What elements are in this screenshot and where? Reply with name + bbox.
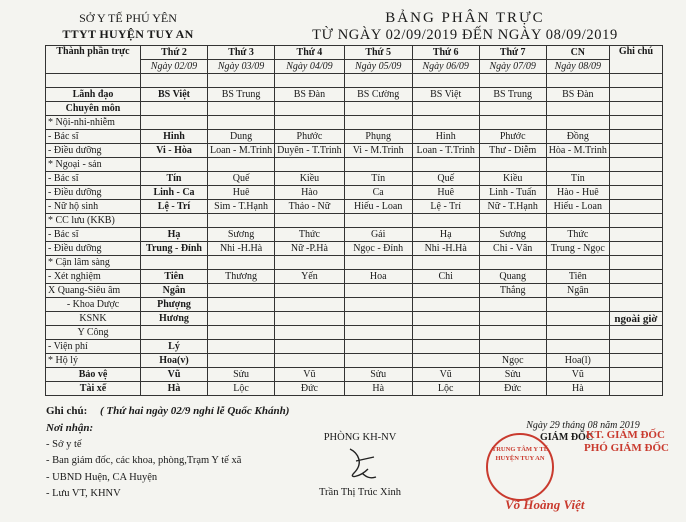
duty-cell: Quang (479, 270, 546, 284)
duty-cell: Lý (141, 340, 208, 354)
duty-cell (141, 158, 208, 172)
duty-cell (479, 158, 546, 172)
note-cell (609, 186, 662, 200)
duty-cell (412, 116, 479, 130)
duty-cell: Kiều (479, 172, 546, 186)
empty-cell (208, 74, 275, 88)
duty-cell (479, 214, 546, 228)
duty-cell: Ca (344, 186, 412, 200)
duty-cell: Kiều (275, 172, 345, 186)
table-row (46, 270, 663, 284)
duty-cell: BS Đàn (546, 88, 609, 102)
duty-cell (546, 326, 609, 340)
duty-cell (479, 340, 546, 354)
duty-cell: Hào - Huê (546, 186, 609, 200)
col-header-day: Thứ 2 (141, 46, 208, 60)
duty-cell (208, 102, 275, 116)
table-row (46, 312, 663, 326)
duty-cell: Sương (208, 228, 275, 242)
note-cell (609, 158, 662, 172)
duty-cell (141, 326, 208, 340)
duty-cell (208, 116, 275, 130)
duty-cell: Hương (141, 312, 208, 326)
duty-cell (479, 116, 546, 130)
duty-cell (412, 354, 479, 368)
duty-cell: Vũ (141, 368, 208, 382)
duty-cell: Nữ - T.Hạnh (479, 200, 546, 214)
duty-cell: Nhi -H.Hà (412, 242, 479, 256)
duty-cell: Lệ - Trí (412, 200, 479, 214)
duty-cell: Hòa - M.Trinh (546, 144, 609, 158)
table-row (46, 354, 663, 368)
note-cell (609, 382, 662, 396)
duty-cell: Sửu (479, 368, 546, 382)
document-title (255, 10, 675, 44)
director-title: GIÁM ĐỐC (540, 432, 594, 443)
note-cell (609, 130, 662, 144)
empty-cell (275, 74, 345, 88)
handwritten-signature (300, 443, 420, 487)
duty-cell: Thảo - Nữ (275, 200, 345, 214)
note-cell (609, 368, 662, 382)
duty-cell (344, 158, 412, 172)
duty-cell: Nhi -H.Hà (208, 242, 275, 256)
duty-cell (479, 256, 546, 270)
row-label: X Quang-Siêu âm (46, 284, 141, 298)
note-cell (609, 256, 662, 270)
duty-cell: Sương (479, 228, 546, 242)
duty-cell (546, 340, 609, 354)
duty-cell: Hạ (141, 228, 208, 242)
table-row (46, 88, 663, 102)
duty-cell (275, 102, 345, 116)
duty-cell: Trung - Ngọc (546, 242, 609, 256)
duty-cell: Nữ -P.Hà (275, 242, 345, 256)
header-row (46, 46, 663, 60)
duty-cell: Hà (141, 382, 208, 396)
duty-cell: BS Việt (141, 88, 208, 102)
duty-cell (546, 298, 609, 312)
note-cell (609, 88, 662, 102)
duty-cell (275, 116, 345, 130)
duty-cell: Lộc (412, 382, 479, 396)
row-label: KSNK (46, 312, 141, 326)
duty-cell (141, 116, 208, 130)
duty-cell: Huê (208, 186, 275, 200)
row-label: Chuyên môn (46, 102, 141, 116)
row-label: - Bác sĩ (46, 228, 141, 242)
dept-name: PHÒNG KH-NV (323, 432, 397, 443)
duty-schedule-table (45, 45, 663, 396)
duty-cell: Hào (275, 186, 345, 200)
svg-text:KT. GIÁM ĐỐC: KT. GIÁM ĐỐC (586, 429, 665, 441)
table-row (46, 200, 663, 214)
note-cell (609, 214, 662, 228)
dept-signer-name: Trần Thị Trúc Xinh (319, 487, 401, 498)
row-label: - Bác sĩ (46, 130, 141, 144)
duty-cell (208, 326, 275, 340)
duty-cell (275, 214, 345, 228)
duty-cell: BS Trung (479, 88, 546, 102)
empty-cell (412, 74, 479, 88)
row-label: - Xét nghiệm (46, 270, 141, 284)
duty-cell: Ngọc (479, 354, 546, 368)
official-seal (486, 433, 554, 501)
note-cell (609, 144, 662, 158)
row-label: Tài xế (46, 382, 141, 396)
duty-cell (275, 340, 345, 354)
duty-cell: Đồng (546, 130, 609, 144)
row-label: Bảo vệ (46, 368, 141, 382)
duty-cell: Thắng (479, 284, 546, 298)
duty-cell (275, 298, 345, 312)
duty-cell: Tiên (141, 270, 208, 284)
duty-cell (344, 256, 412, 270)
col-header-day: Thứ 5 (344, 46, 412, 60)
duty-cell (344, 326, 412, 340)
row-label: - Điều dưỡng (46, 186, 141, 200)
duty-cell: Vi - Hòa (141, 144, 208, 158)
duty-cell (344, 312, 412, 326)
duty-cell: Vũ (275, 368, 345, 382)
duty-cell: Tín (141, 172, 208, 186)
duty-cell (412, 214, 479, 228)
duty-cell: Linh - Tuấn (479, 186, 546, 200)
table-row (46, 326, 663, 340)
table-row (46, 340, 663, 354)
duty-cell: BS Trung (208, 88, 275, 102)
title-line-2: TỪ NGÀY 02/09/2019 ĐẾN NGÀY 08/09/2019 (312, 27, 618, 43)
note-cell (609, 298, 662, 312)
duty-cell (479, 312, 546, 326)
row-label: * Ngoại - sản (46, 158, 141, 172)
col-header-date: Ngày 03/09 (208, 60, 275, 74)
duty-cell: Phượng (141, 298, 208, 312)
duty-cell: Hà (546, 382, 609, 396)
duty-cell (479, 102, 546, 116)
duty-cell (344, 102, 412, 116)
col-header-day: Thứ 7 (479, 46, 546, 60)
duty-cell: Đức (275, 382, 345, 396)
duty-cell (412, 298, 479, 312)
duty-cell: Hinh (412, 130, 479, 144)
duty-cell: Vũ (546, 368, 609, 382)
spacer-row (46, 74, 663, 88)
note-cell (609, 116, 662, 130)
table-row (46, 214, 663, 228)
duty-cell: Tín (344, 172, 412, 186)
note-cell (609, 270, 662, 284)
duty-cell (546, 312, 609, 326)
recipient-item: - UBND Huện, CA Huyện (46, 471, 158, 483)
duty-cell (275, 256, 345, 270)
duty-cell: Đức (479, 382, 546, 396)
duty-cell: Sửu (208, 368, 275, 382)
duty-cell (412, 102, 479, 116)
recipient-item: - Sở y tế (46, 438, 82, 450)
duty-cell (208, 256, 275, 270)
col-header-day: CN (546, 46, 609, 60)
recipients-block (46, 420, 241, 503)
row-label: - Bác sĩ (46, 172, 141, 186)
duty-cell: Phước (275, 130, 345, 144)
duty-cell (546, 214, 609, 228)
footnote (46, 405, 289, 417)
empty-cell (479, 74, 546, 88)
org-line-1: SỞ Y TẾ PHÚ YÊN (79, 11, 177, 25)
duty-cell: Lệ - Trí (141, 200, 208, 214)
duty-cell: Quế (208, 172, 275, 186)
row-label: - Khoa Dược (46, 298, 141, 312)
duty-cell (208, 298, 275, 312)
duty-cell: Sửu (344, 368, 412, 382)
duty-cell: Loan - M.Trinh (208, 144, 275, 158)
note-cell: ngoài giờ (609, 312, 662, 326)
duty-cell: Hiếu - Loan (546, 200, 609, 214)
duty-cell: Hiếu - Loan (344, 200, 412, 214)
duty-cell (141, 214, 208, 228)
signer-name: Võ Hoàng Việt (505, 497, 585, 512)
note-cell (609, 102, 662, 116)
table-row (46, 158, 663, 172)
note-cell (609, 228, 662, 242)
col-header-day: Thứ 4 (275, 46, 345, 60)
row-label: * CC lưu (KKB) (46, 214, 141, 228)
duty-cell: Dung (208, 130, 275, 144)
note-cell (609, 354, 662, 368)
duty-cell: Hạ (412, 228, 479, 242)
recipient-item: - Lưu VT, KHNV (46, 488, 121, 499)
col-header-date: Ngày 08/09 (546, 60, 609, 74)
duty-cell: Gái (344, 228, 412, 242)
table-row (46, 186, 663, 200)
duty-cell (344, 340, 412, 354)
row-label: - Viện phí (46, 340, 141, 354)
duty-cell: Sim - T.Hạnh (208, 200, 275, 214)
row-label: Lãnh đạo (46, 88, 141, 102)
red-stamp-title (582, 426, 678, 459)
row-label: * Hộ lý (46, 354, 141, 368)
title-line-1: BẢNG PHÂN TRỰC (385, 10, 545, 26)
duty-cell (412, 312, 479, 326)
duty-cell: BS Đàn (275, 88, 345, 102)
duty-cell: Tín (546, 172, 609, 186)
table-row (46, 172, 663, 186)
duty-cell (275, 284, 345, 298)
row-label: - Nữ hộ sinh (46, 200, 141, 214)
note-cell (609, 242, 662, 256)
duty-cell (344, 284, 412, 298)
duty-cell (208, 312, 275, 326)
duty-cell: Thương (208, 270, 275, 284)
table-row (46, 102, 663, 116)
sign-date: Ngày 29 tháng 08 năm 2019 (526, 420, 640, 431)
duty-cell (275, 312, 345, 326)
duty-cell: Hoa (344, 270, 412, 284)
duty-cell: Thức (275, 228, 345, 242)
duty-cell: Ngân (546, 284, 609, 298)
table-row (46, 144, 663, 158)
duty-cell: Hà (344, 382, 412, 396)
col-header-day: Thứ 3 (208, 46, 275, 60)
svg-text:PHÓ GIÁM ĐỐC: PHÓ GIÁM ĐỐC (584, 442, 669, 454)
duty-cell (344, 354, 412, 368)
footnote-label: Ghi chú: (46, 405, 88, 417)
duty-cell: Vi - M.Trinh (344, 144, 412, 158)
duty-cell (275, 158, 345, 172)
table-row (46, 256, 663, 270)
org-line-2: TTYT HUYỆN TUY AN (62, 27, 194, 41)
duty-cell (412, 340, 479, 354)
duty-cell: Thư - Diễm (479, 144, 546, 158)
col-header-label: Thành phần trực (46, 46, 141, 74)
empty-cell (609, 74, 662, 88)
duty-cell (546, 256, 609, 270)
org-header (38, 10, 218, 42)
dept-signature-block (300, 432, 420, 498)
duty-cell: Ngọc - Đỉnh (344, 242, 412, 256)
col-header-day: Thứ 6 (412, 46, 479, 60)
row-label: - Điều dưỡng (46, 242, 141, 256)
duty-cell (479, 326, 546, 340)
duty-cell: Phụng (344, 130, 412, 144)
table-row (46, 382, 663, 396)
duty-cell: Duyên - T.Trinh (275, 144, 345, 158)
duty-cell (141, 102, 208, 116)
duty-cell: BS Cường (344, 88, 412, 102)
table-row (46, 284, 663, 298)
duty-cell (275, 354, 345, 368)
table-row (46, 242, 663, 256)
duty-cell (412, 158, 479, 172)
recipients-title: Nơi nhận: (46, 422, 94, 434)
row-label: * Nội-nhi-nhiễm (46, 116, 141, 130)
duty-cell: Tiên (546, 270, 609, 284)
row-label: * Cận lâm sàng (46, 256, 141, 270)
note-cell (609, 340, 662, 354)
duty-cell: Hoa(v) (141, 354, 208, 368)
table-row (46, 298, 663, 312)
empty-cell (546, 74, 609, 88)
seal-text: TRUNG TÂM Y TẾ HUYỆN TUY AN (491, 446, 549, 462)
duty-cell: Loan - T.Trinh (412, 144, 479, 158)
duty-cell: Trung - Đỉnh (141, 242, 208, 256)
duty-cell: BS Việt (412, 88, 479, 102)
duty-cell: Lộc (208, 382, 275, 396)
duty-cell (208, 340, 275, 354)
table-row (46, 228, 663, 242)
duty-cell: Chi - Vân (479, 242, 546, 256)
empty-cell (46, 74, 141, 88)
note-cell (609, 284, 662, 298)
duty-cell (344, 116, 412, 130)
duty-cell (412, 256, 479, 270)
note-cell (609, 172, 662, 186)
duty-cell: Yến (275, 270, 345, 284)
note-cell (609, 326, 662, 340)
duty-cell: Vũ (412, 368, 479, 382)
duty-cell (546, 102, 609, 116)
duty-cell (208, 214, 275, 228)
duty-cell (479, 298, 546, 312)
duty-cell (208, 284, 275, 298)
col-header-date: Ngày 02/09 (141, 60, 208, 74)
footnote-text: ( Thứ hai ngày 02/9 nghỉ lễ Quốc Khánh) (100, 405, 290, 417)
row-label: - Điều dưỡng (46, 144, 141, 158)
duty-cell (546, 116, 609, 130)
recipient-item: - Ban giám đốc, các khoa, phòng,Trạm Y tế xã (46, 455, 242, 466)
table-row (46, 116, 663, 130)
duty-cell (412, 284, 479, 298)
duty-cell: Linh - Ca (141, 186, 208, 200)
table-row (46, 368, 663, 382)
col-header-note: Ghi chú (609, 46, 662, 74)
empty-cell (141, 74, 208, 88)
duty-cell: Ngân (141, 284, 208, 298)
note-cell (609, 200, 662, 214)
duty-cell: Huê (412, 186, 479, 200)
col-header-date: Ngày 06/09 (412, 60, 479, 74)
duty-cell: Hinh (141, 130, 208, 144)
empty-cell (344, 74, 412, 88)
duty-cell (141, 256, 208, 270)
duty-cell: Phước (479, 130, 546, 144)
row-label: Y Công (46, 326, 141, 340)
duty-cell (208, 158, 275, 172)
duty-cell (344, 298, 412, 312)
duty-cell (208, 354, 275, 368)
table-row (46, 130, 663, 144)
duty-cell: Hoa(l) (546, 354, 609, 368)
duty-cell: Quế (412, 172, 479, 186)
duty-cell (546, 158, 609, 172)
col-header-date: Ngày 04/09 (275, 60, 345, 74)
duty-cell (344, 214, 412, 228)
duty-cell: Thức (546, 228, 609, 242)
duty-cell: Chi (412, 270, 479, 284)
col-header-date: Ngày 05/09 (344, 60, 412, 74)
duty-cell (412, 326, 479, 340)
duty-cell (275, 326, 345, 340)
col-header-date: Ngày 07/09 (479, 60, 546, 74)
